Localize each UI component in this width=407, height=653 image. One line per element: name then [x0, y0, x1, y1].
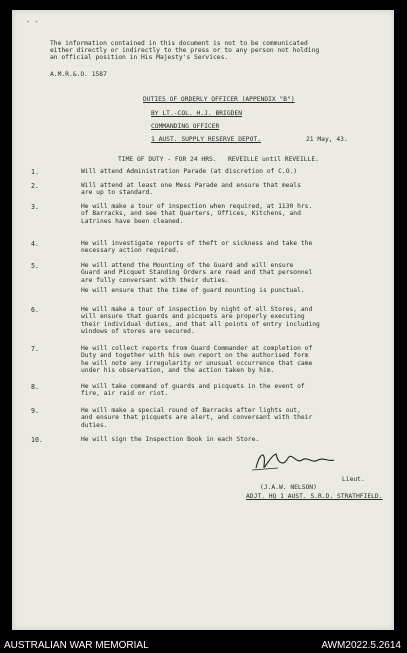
duty-text-line: and ensure that picquets are alert, and conversant with their — [81, 414, 313, 422]
archive-name: AUSTRALIAN WAR MEMORIAL — [4, 640, 149, 651]
duty-text-line: of Barracks, and see that Quarters, Offices, Kitchens, and — [81, 210, 301, 218]
signature-image — [248, 446, 338, 476]
duty-text-line: are fully conversant with their duties. — [81, 276, 229, 284]
notice-line-1: The information contained in this document is not to be communicated — [50, 40, 308, 47]
duty-text-line: under his observation, and the action taken by him. — [81, 367, 275, 375]
duty-number: 9. — [31, 407, 39, 415]
duty-number: 5. — [31, 262, 39, 270]
duty-text-line: windows of stores are secured. — [81, 328, 195, 336]
duty-number: 6. — [31, 306, 39, 314]
archive-footer — [0, 636, 407, 653]
issued-by: BY LT.-COL. H.J. BRIGDEN — [151, 110, 242, 117]
duty-text-line: He will make a tour of inspection when required, at 1130 hrs. — [81, 203, 313, 210]
duty-text-line: their individual duties, and that all points of entry including — [81, 320, 320, 328]
duty-number: 2. — [31, 182, 39, 190]
duty-text-line: He will make a special round of Barracks after lights out, — [81, 407, 301, 414]
duty-text-line: duties. — [81, 421, 108, 429]
accession-number: AWM2022.5.2614 — [321, 640, 401, 651]
duty-text-line: are up to standard. — [81, 189, 154, 197]
duty-number: 8. — [31, 383, 39, 391]
signature-rank: Lieut. — [342, 476, 365, 483]
duty-text-line: fire, air raid or riot. — [81, 390, 169, 398]
duty-text-line: He will ensure that the time of guard mounting is punctual. — [81, 287, 305, 295]
duty-text-line: Will attend Administration Parade (at discretion of C.O.) — [81, 168, 298, 175]
signature-name: (J.A.W. NELSON) — [260, 484, 317, 491]
time-of-duty: TIME OF DUTY - FOR 24 HRS. REVEILLE until REVEILLE. — [118, 156, 319, 163]
duty-text-line: will ensure that guards and picquets are properly executing — [81, 313, 305, 321]
signature-position: ADJT. HQ 1 AUST. S.R.D. STRATHFIELD. — [246, 493, 383, 500]
duty-number: 7. — [31, 345, 39, 353]
duty-text-line: He will investigate reports of theft or sickness and take the — [81, 240, 313, 247]
handwritten-mark: - - — [26, 18, 39, 26]
duty-text-line: He will collect reports from Guard Commander at completion of — [81, 345, 313, 352]
duty-number: 1. — [31, 168, 39, 176]
duty-number: 3. — [31, 203, 39, 211]
form-reference: A.M.R.&.O. 1587 — [50, 71, 107, 78]
duty-text-line: he will note any irregularity or unusual occurrence that came — [81, 359, 313, 367]
duty-number: 10. — [31, 436, 43, 444]
duty-text-line: He will sign the Inspection Book in each Store. — [81, 436, 260, 443]
duty-number: 4. — [31, 240, 39, 248]
document-title: DUTIES OF ORDERLY OFFICER (APPENDIX "B") — [143, 96, 295, 103]
duty-text-line: Duty and together with his own report on the authorised form — [81, 352, 309, 360]
document-date: 21 May, 43. — [306, 136, 348, 143]
duty-text-line: He will attend the Mounting of the Guard and will ensure — [81, 262, 294, 269]
duty-text-line: necessary action required. — [81, 247, 180, 255]
notice-line-3: an official position in His Majesty's Services. — [50, 54, 229, 61]
duty-text-line: Will attend at least one Mess Parade and ensure that meals — [81, 182, 301, 189]
duty-text-line: He will take command of guards and picquets in the event of — [81, 383, 305, 390]
commanding-officer: COMMANDING OFFICER — [151, 123, 220, 130]
duty-text-line: Latrines have been cleaned. — [81, 217, 184, 225]
duty-text-line: He will make a tour of inspection by night of all Stores, and — [81, 306, 313, 313]
notice-line-2: either directly or indirectly to the press or to any person not holding — [50, 47, 320, 54]
duty-text-line: Guard and Picquet Standing Orders are read and that personnel — [81, 269, 313, 277]
unit-name: 1 AUST. SUPPLY RESERVE DEPOT. — [151, 136, 261, 143]
